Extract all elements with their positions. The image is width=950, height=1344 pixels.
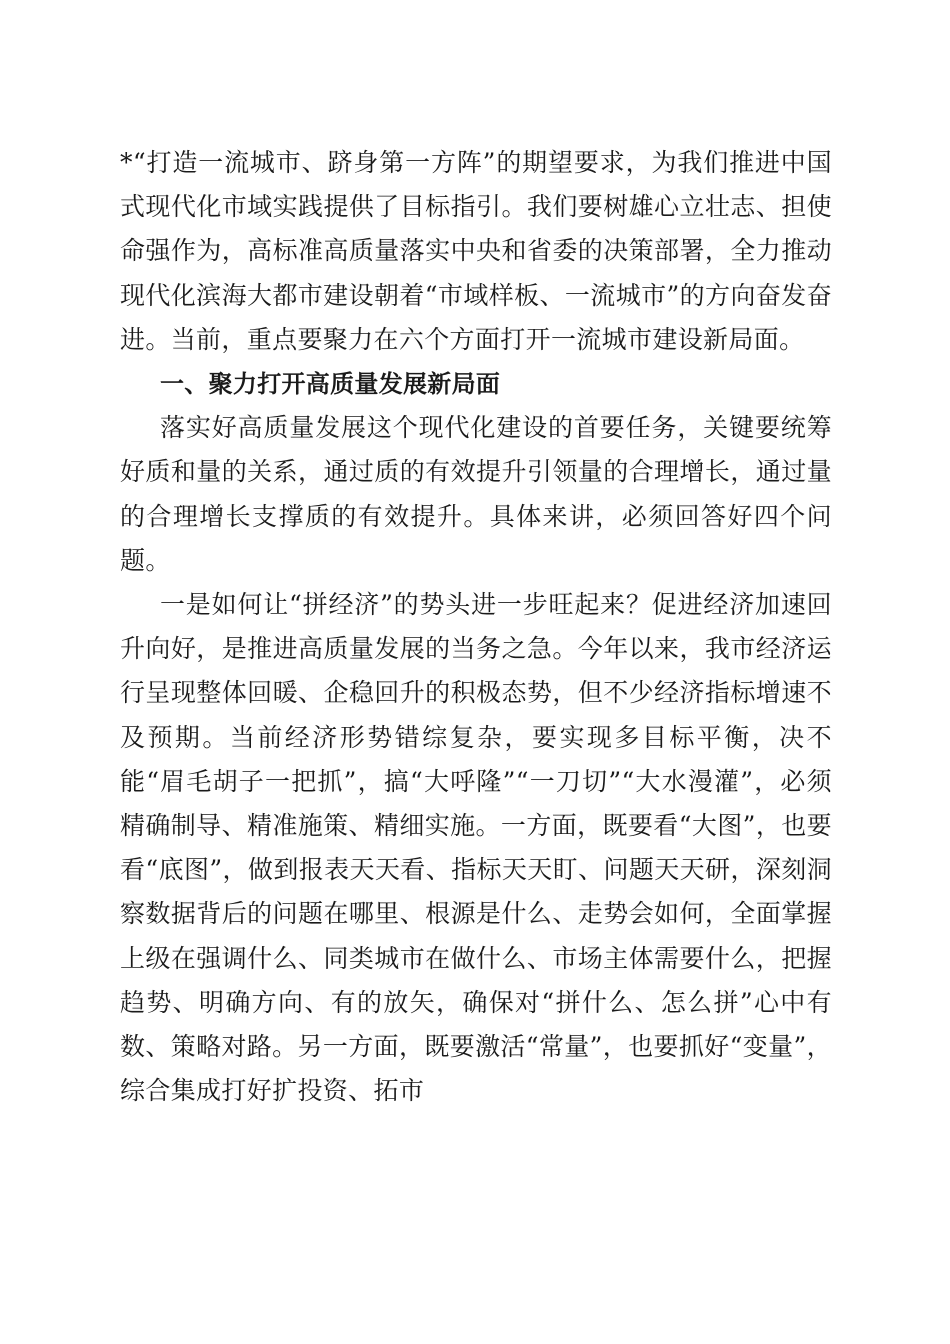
intro-paragraph: *“打造一流城市、跻身第一方阵”的期望要求，为我们推进中国式现代化市域实践提供了目标指引。我们要树雄心立壮志、担使命强作为，高标准高质量落实中央和省委的决策部署，全力推动现代化滨海大都市建设朝着“市域样板、一流城市”的方向奋发奋进。当前，重点要聚力在六个方面打开一流城市建设新局面。 [120,148,832,354]
body-paragraph: 落实好高质量发展这个现代化建设的首要任务，关键要统筹好质和量的关系，通过质的有效提升引领量的合理增长，通过量的合理增长支撑质的有效提升。具体来讲，必须回答好四个问题。 [120,413,832,575]
section-heading: 一、聚力打开高质量发展新局面 [160,370,501,399]
document-body [120,141,832,1113]
body-paragraph: 一是如何让“拼经济”的势头进一步旺起来？促进经济加速回升向好，是推进高质量发展的当务之急。今年以来，我市经济运行呈现整体回暖、企稳回升的积极态势，但不少经济指标增速不及预期。当前经济形势错综复杂，要实现多目标平衡，决不能“眉毛胡子一把抓”，搞“大呼隆”“一刀切”“大水漫灌”，必须精确制导、精准施策、精细实施。一方面，既要看“大图”，也要看“底图”，做到报表天天看、指标天天盯、问题天天研，深刻洞察数据背后的问题在哪里、根源是什么、走势会如何，全面掌握上级在强调什么、同类城市在做什么、市场主体需要什么，把握趋势、明确方向、有的放矢，确保对“拼什么、怎么拼”心中有数、策略对路。另一方面，既要激活“常量”，也要抓好“变量”，综合集成打好扩投资、拓市 [120,590,832,1106]
